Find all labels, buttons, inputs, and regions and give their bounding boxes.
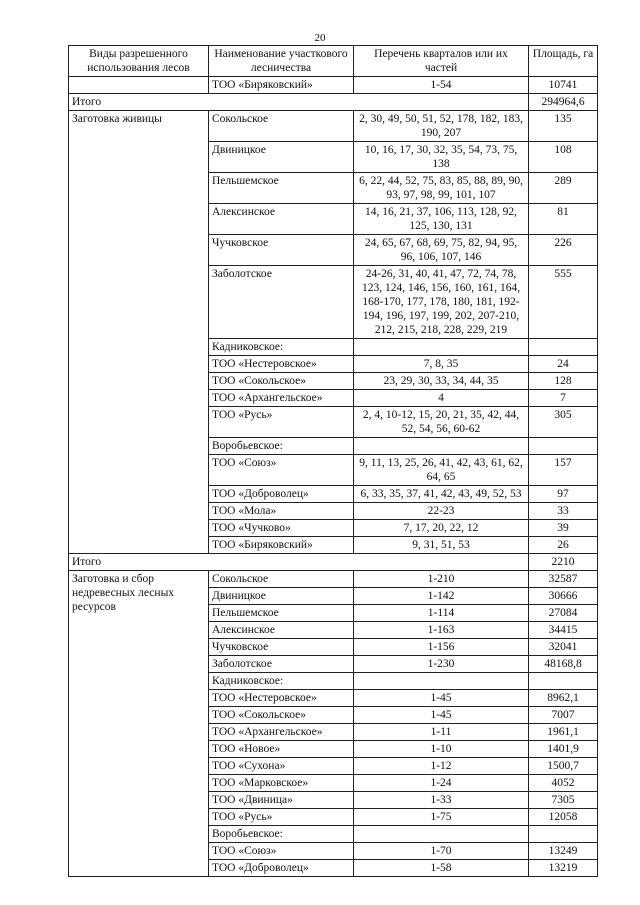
quarters-cell: 2, 30, 49, 50, 51, 52, 178, 182, 183, 190, 207 (354, 111, 529, 142)
forestry-cell: Сокольское (209, 571, 354, 588)
header-use-type: Виды разрешенного использования лесов (69, 46, 209, 77)
area-cell: 4052 (529, 775, 598, 792)
quarters-cell: 1-54 (354, 77, 529, 94)
area-cell: 108 (529, 142, 598, 173)
quarters-cell: 1-163 (354, 622, 529, 639)
area-cell: 30666 (529, 588, 598, 605)
forestry-cell: Алексинское (209, 204, 354, 235)
quarters-cell: 1-114 (354, 605, 529, 622)
area-cell: 226 (529, 235, 598, 266)
quarters-cell: 1-24 (354, 775, 529, 792)
forestry-cell: ТОО «Архангельское» (209, 390, 354, 407)
area-cell: 97 (529, 486, 598, 503)
forestry-cell: ТОО «Союз» (209, 843, 354, 860)
quarters-cell: 10, 16, 17, 30, 32, 35, 54, 73, 75, 138 (354, 142, 529, 173)
table-row (69, 77, 598, 94)
total-label: Итого (69, 94, 529, 111)
quarters-cell: 14, 16, 21, 37, 106, 113, 128, 92, 125, 130, 131 (354, 204, 529, 235)
forestry-cell: ТОО «Нестеровское» (209, 690, 354, 707)
forestry-cell: ТОО «Сокольское» (209, 707, 354, 724)
forest-use-table (68, 45, 598, 877)
forestry-cell: ТОО «Сухона» (209, 758, 354, 775)
area-cell: 555 (529, 266, 598, 339)
area-cell: 7007 (529, 707, 598, 724)
area-cell: 39 (529, 520, 598, 537)
area-cell: 32041 (529, 639, 598, 656)
quarters-cell: 9, 11, 13, 25, 26, 41, 42, 43, 61, 62, 64, 65 (354, 455, 529, 486)
area-cell: 81 (529, 204, 598, 235)
area-cell: 157 (529, 455, 598, 486)
quarters-cell: 1-58 (354, 860, 529, 877)
area-cell: 27084 (529, 605, 598, 622)
use-type-cell (69, 77, 209, 94)
forestry-cell: ТОО «Русь» (209, 809, 354, 826)
quarters-cell: 22-23 (354, 503, 529, 520)
forestry-cell: ТОО «Русь» (209, 407, 354, 438)
quarters-cell: 1-75 (354, 809, 529, 826)
area-cell (529, 438, 598, 455)
forestry-cell: Воробьевское: (209, 438, 354, 455)
quarters-cell: 6, 33, 35, 37, 41, 42, 43, 49, 52, 53 (354, 486, 529, 503)
quarters-cell: 1-11 (354, 724, 529, 741)
area-cell: 289 (529, 173, 598, 204)
quarters-cell: 4 (354, 390, 529, 407)
quarters-cell: 1-33 (354, 792, 529, 809)
table-row (69, 111, 598, 142)
total-row (69, 94, 598, 111)
area-cell: 1961,1 (529, 724, 598, 741)
forestry-cell: ТОО «Союз» (209, 455, 354, 486)
forestry-cell: ТОО «Биряковский» (209, 77, 354, 94)
forestry-cell: Заболотское (209, 656, 354, 673)
area-cell: 32587 (529, 571, 598, 588)
quarters-cell: 24, 65, 67, 68, 69, 75, 82, 94, 95, 96, 106, 107, 146 (354, 235, 529, 266)
quarters-cell: 1-156 (354, 639, 529, 656)
area-cell: 305 (529, 407, 598, 438)
use-type-cell: Заготовка живицы (69, 111, 209, 554)
quarters-cell (354, 339, 529, 356)
quarters-cell: 1-230 (354, 656, 529, 673)
forestry-cell: Кадниковское: (209, 339, 354, 356)
area-cell: 33 (529, 503, 598, 520)
forestry-cell: Двиницкое (209, 588, 354, 605)
forestry-cell: ТОО «Доброволец» (209, 860, 354, 877)
area-cell: 8962,1 (529, 690, 598, 707)
area-cell: 1401,9 (529, 741, 598, 758)
area-cell: 128 (529, 373, 598, 390)
header-row (69, 46, 598, 77)
forestry-cell: Сокольское (209, 111, 354, 142)
quarters-cell: 23, 29, 30, 33, 34, 44, 35 (354, 373, 529, 390)
forestry-cell: ТОО «Доброволец» (209, 486, 354, 503)
forestry-cell: Пельшемское (209, 173, 354, 204)
quarters-cell: 2, 4, 10-12, 15, 20, 21, 35, 42, 44, 52, 54, 56, 60-62 (354, 407, 529, 438)
quarters-cell: 1-210 (354, 571, 529, 588)
forestry-cell: ТОО «Марковское» (209, 775, 354, 792)
forestry-cell: ТОО «Сокольское» (209, 373, 354, 390)
forestry-cell: ТОО «Архангельское» (209, 724, 354, 741)
forestry-cell: Пельшемское (209, 605, 354, 622)
forestry-cell: ТОО «Двиница» (209, 792, 354, 809)
quarters-cell: 1-70 (354, 843, 529, 860)
area-cell: 13219 (529, 860, 598, 877)
page-number: 20 (314, 32, 326, 44)
area-cell: 12058 (529, 809, 598, 826)
forestry-cell: ТОО «Мола» (209, 503, 354, 520)
quarters-cell: 1-142 (354, 588, 529, 605)
forestry-cell: Заболотское (209, 266, 354, 339)
quarters-cell (354, 826, 529, 843)
area-cell: 7305 (529, 792, 598, 809)
quarters-cell: 6, 22, 44, 52, 75, 83, 85, 88, 89, 90, 93, 97, 98, 99, 101, 107 (354, 173, 529, 204)
quarters-cell: 24-26, 31, 40, 41, 47, 72, 74, 78, 123, 124, 146, 156, 160, 161, 164, 168-170, 177, 178, 180, 181, 192-194, 196, 197, 199, 202, 207-210, 212, 215, 218, 228, 229, 219 (354, 266, 529, 339)
area-cell (529, 826, 598, 843)
area-cell (529, 339, 598, 356)
forestry-cell: Чучковское (209, 235, 354, 266)
total-row (69, 554, 598, 571)
area-cell: 34415 (529, 622, 598, 639)
area-cell: 10741 (529, 77, 598, 94)
quarters-cell: 1-45 (354, 707, 529, 724)
forestry-cell: ТОО «Чучково» (209, 520, 354, 537)
quarters-cell: 7, 17, 20, 22, 12 (354, 520, 529, 537)
total-area: 2210 (529, 554, 598, 571)
quarters-cell: 7, 8, 35 (354, 356, 529, 373)
area-cell: 135 (529, 111, 598, 142)
header-area: Площадь, га (529, 46, 598, 77)
area-cell: 1500,7 (529, 758, 598, 775)
total-label: Итого (69, 554, 529, 571)
area-cell (529, 673, 598, 690)
forestry-cell: ТОО «Биряковский» (209, 537, 354, 554)
header-forestry: Наименование участкового лесничества (209, 46, 354, 77)
total-area: 294964,6 (529, 94, 598, 111)
quarters-cell (354, 438, 529, 455)
forestry-cell: ТОО «Новое» (209, 741, 354, 758)
area-cell: 24 (529, 356, 598, 373)
table-body (69, 77, 598, 877)
forestry-cell: Воробьевское: (209, 826, 354, 843)
quarters-cell: 1-45 (354, 690, 529, 707)
quarters-cell: 9, 31, 51, 53 (354, 537, 529, 554)
forestry-cell: Чучковское (209, 639, 354, 656)
area-cell: 48168,8 (529, 656, 598, 673)
table-row (69, 571, 598, 588)
use-type-cell: Заготовка и сбор недревесных лесных ресурсов (69, 571, 209, 877)
area-cell: 13249 (529, 843, 598, 860)
header-quarters: Перечень кварталов или их частей (354, 46, 529, 77)
area-cell: 26 (529, 537, 598, 554)
quarters-cell: 1-10 (354, 741, 529, 758)
forestry-cell: Двиницкое (209, 142, 354, 173)
quarters-cell (354, 673, 529, 690)
area-cell: 7 (529, 390, 598, 407)
forestry-cell: Кадниковское: (209, 673, 354, 690)
forestry-cell: Алексинское (209, 622, 354, 639)
forestry-cell: ТОО «Нестеровское» (209, 356, 354, 373)
quarters-cell: 1-12 (354, 758, 529, 775)
